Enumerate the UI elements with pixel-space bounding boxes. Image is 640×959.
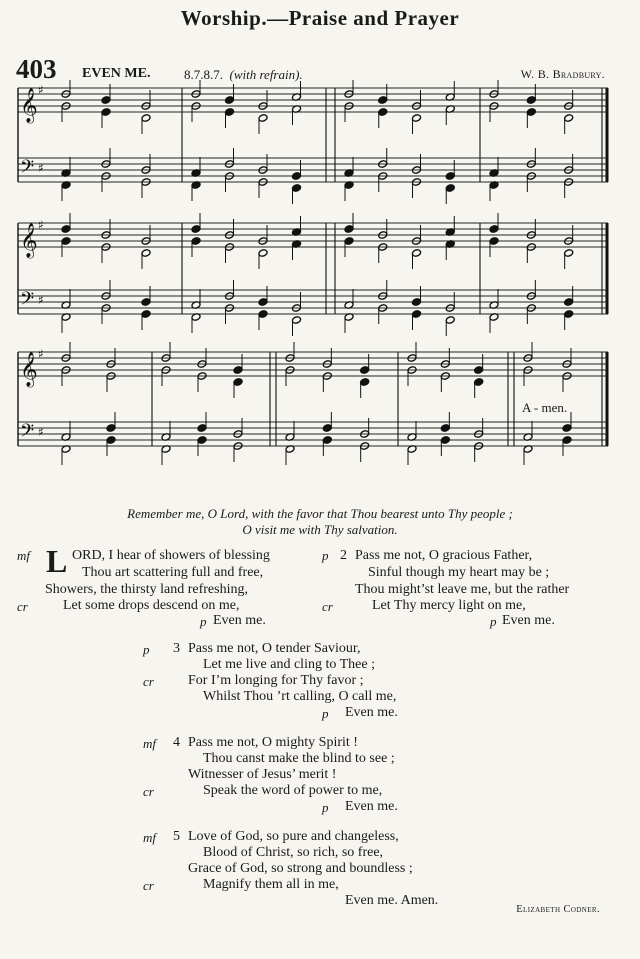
note-head: [564, 298, 574, 307]
dynamic-mark: cr: [143, 784, 154, 799]
drop-cap: L: [46, 543, 68, 579]
verse-4-line-4: Speak the word of power to me,: [203, 783, 383, 798]
note-head: [344, 237, 354, 246]
verse-4-line-1: Pass me not, O mighty Spirit !: [188, 735, 358, 750]
verse-1-line-3: Showers, the thirsty land refreshing,: [45, 582, 248, 597]
note-head: [191, 225, 201, 234]
bass-clef-icon: 𝄢: [20, 421, 35, 446]
dynamic-mark: p: [322, 706, 329, 721]
note-head: [101, 96, 111, 105]
music-score: [10, 80, 615, 490]
sharp-icon: ♯: [38, 161, 44, 175]
note-head: [258, 310, 268, 319]
verse-3-line-2: Let me live and cling to Thee ;: [203, 657, 375, 672]
sharp-icon: ♯: [38, 83, 44, 97]
sharp-icon: ♯: [38, 293, 44, 307]
treble-clef-icon: 𝄞: [20, 88, 38, 123]
treble-clef-icon: 𝄞: [20, 352, 38, 387]
verse-5-line-1: Love of God, so pure and changeless,: [188, 829, 399, 844]
note-head: [412, 298, 422, 307]
verse-1-line-4: Let some drops descend on me,: [63, 598, 240, 613]
note-head: [141, 249, 151, 258]
amen-lyric: A - men.: [522, 400, 568, 415]
verse-2-line-5: Even me.: [502, 613, 555, 628]
hymn-composer: W. B. Bradbury.: [520, 67, 605, 81]
note-head: [440, 436, 450, 445]
verse-2-line-1: Pass me not, O gracious Father,: [355, 548, 533, 563]
dynamic-mark: p: [143, 642, 150, 657]
note-head: [564, 114, 574, 123]
note-head: [445, 172, 455, 181]
note-head: [197, 424, 207, 433]
dynamic-mark: cr: [143, 674, 154, 689]
verse-1-line-1: ORD, I hear of showers of blessing: [72, 548, 270, 563]
verse-3-line-5: Even me.: [345, 705, 398, 720]
note-head: [61, 237, 71, 246]
verse-5-line-2: Blood of Christ, so rich, so free,: [203, 845, 384, 860]
note-head: [474, 366, 484, 375]
note-head: [292, 172, 302, 181]
meter-value: 8.7.8.7.: [184, 67, 223, 82]
verse-4-line-5: Even me.: [345, 799, 398, 814]
note-head: [106, 436, 116, 445]
note-head: [344, 225, 354, 234]
dynamic-mark: cr: [17, 599, 28, 614]
note-head: [526, 96, 536, 105]
note-head: [101, 108, 111, 117]
note-head: [258, 298, 268, 307]
note-head: [378, 108, 388, 117]
dynamic-mark: p: [200, 614, 207, 629]
bass-clef-icon: 𝄢: [20, 157, 35, 182]
note-head: [445, 184, 455, 193]
note-head: [489, 237, 499, 246]
note-head: [233, 378, 243, 387]
dynamic-mark: cr: [322, 599, 333, 614]
note-head: [378, 96, 388, 105]
verse-3-line-3: For I’m longing for Thy favor ;: [188, 673, 364, 688]
dynamic-mark: p: [322, 800, 329, 815]
verse-5-line-4: Magnify them all in me,: [203, 877, 339, 892]
note-head: [141, 298, 151, 307]
note-head: [360, 378, 370, 387]
note-head: [412, 249, 422, 258]
verse-number: 5: [173, 829, 180, 844]
note-head: [489, 225, 499, 234]
note-head: [258, 114, 268, 123]
author-credit: Elizabeth Codner.: [516, 904, 600, 915]
dynamic-mark: mf: [143, 736, 156, 751]
dynamic-mark: mf: [143, 830, 156, 845]
note-head: [141, 310, 151, 319]
bass-clef-icon: 𝄢: [20, 289, 35, 314]
note-head: [412, 114, 422, 123]
note-head: [412, 310, 422, 319]
note-head: [564, 310, 574, 319]
note-head: [564, 249, 574, 258]
scripture-line-1: Remember me, O Lord, with the favor that Thou bearest unto Thy people ;: [127, 506, 513, 521]
note-head: [191, 237, 201, 246]
dynamic-mark: cr: [143, 878, 154, 893]
verse-3-line-4: Whilst Thou ’rt calling, O call me,: [203, 689, 397, 704]
verse-number: 3: [173, 641, 180, 656]
scripture-line-2: O visit me with Thy salvation.: [242, 522, 398, 537]
note-head: [258, 249, 268, 258]
dynamic-mark: p: [490, 614, 497, 629]
sharp-icon: ♯: [38, 425, 44, 439]
dynamic-mark: p: [322, 548, 329, 563]
meter-note: (with refrain).: [229, 67, 303, 82]
sharp-icon: ♯: [38, 347, 44, 361]
verse-1-line-5: Even me.: [213, 613, 266, 628]
note-head: [141, 114, 151, 123]
verse-5-line-3: Grace of God, so strong and boundless ;: [188, 861, 413, 876]
hymn-title: EVEN ME.: [82, 66, 151, 81]
treble-clef-icon: 𝄞: [20, 223, 38, 258]
note-head: [526, 108, 536, 117]
sharp-icon: ♯: [38, 218, 44, 232]
note-head: [61, 225, 71, 234]
note-head: [445, 316, 455, 325]
note-head: [322, 436, 332, 445]
verse-3-line-1: Pass me not, O tender Saviour,: [188, 641, 361, 656]
note-head: [360, 366, 370, 375]
page-header: Worship.—Praise and Prayer: [180, 6, 460, 30]
verse-4-line-2: Thou canst make the blind to see ;: [203, 751, 395, 766]
verse-2-line-2: Sinful though my heart may be ;: [368, 565, 550, 580]
verse-5-line-5: Even me. Amen.: [345, 893, 439, 908]
note-head: [292, 184, 302, 193]
verse-2-line-3: Thou might’st leave me, but the rather: [355, 582, 570, 597]
verse-1-line-2: Thou art scattering full and free,: [82, 565, 264, 580]
note-head: [233, 366, 243, 375]
note-head: [474, 378, 484, 387]
note-head: [225, 96, 235, 105]
verse-4-line-3: Witnesser of Jesus’ merit !: [188, 767, 337, 782]
note-head: [106, 424, 116, 433]
verse-number: 4: [173, 735, 180, 750]
verse-2-line-4: Let Thy mercy light on me,: [372, 598, 526, 613]
note-head: [562, 424, 572, 433]
note-head: [197, 436, 207, 445]
note-head: [225, 108, 235, 117]
hymn-number: 403: [16, 54, 57, 84]
note-head: [292, 316, 302, 325]
note-head: [440, 424, 450, 433]
note-head: [562, 436, 572, 445]
dynamic-mark: mf: [17, 548, 30, 563]
verse-number: 2: [340, 548, 347, 563]
note-head: [322, 424, 332, 433]
